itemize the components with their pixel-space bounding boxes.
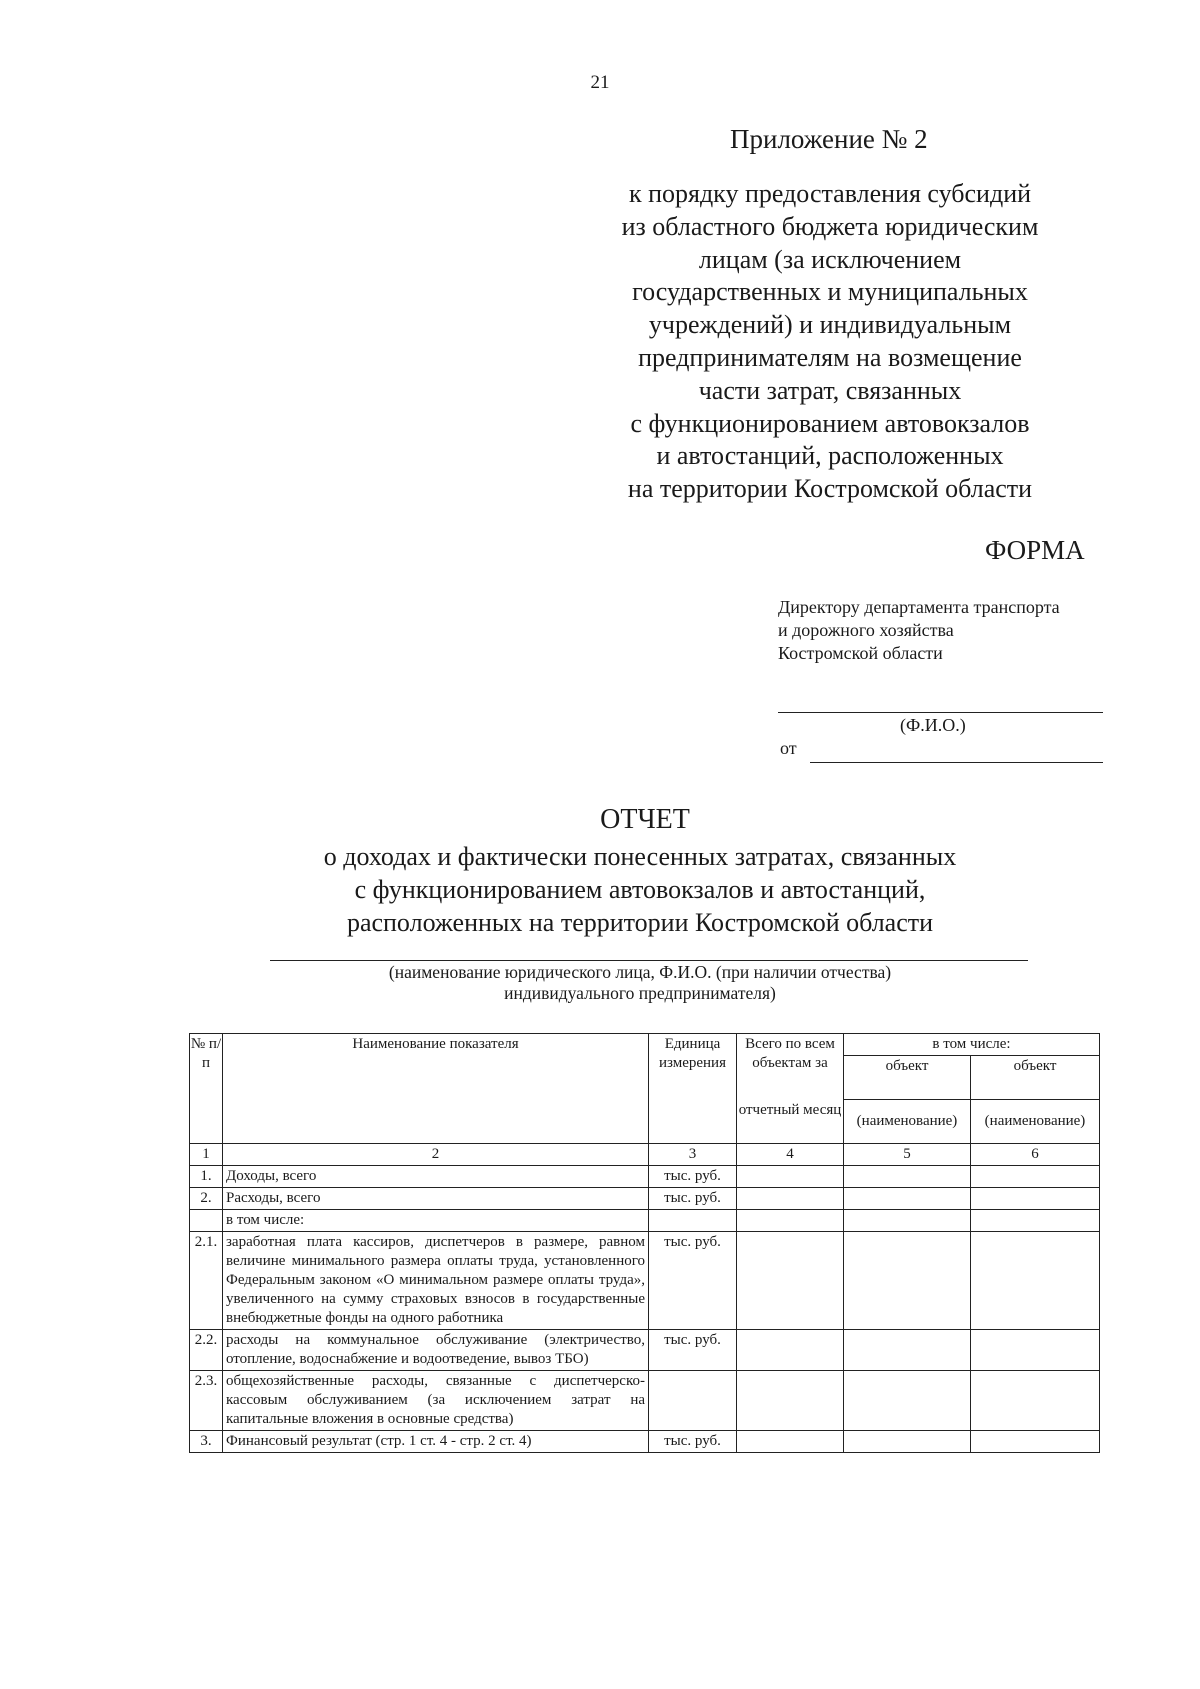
table-row <box>190 1232 1100 1330</box>
row-value-total[interactable] <box>737 1232 844 1330</box>
row-value-total[interactable] <box>737 1431 844 1453</box>
header-object-2: объект <box>971 1056 1100 1100</box>
from-label: от <box>780 738 797 758</box>
appendix-line: лицам (за исключением <box>698 244 962 274</box>
row-name: заработная плата кассиров, диспетчеров в размере, равном величине минимального размера оплаты труда, установленного Федеральным законом «О минимальном размере оплаты труда», увеличенного на сумму страховых взносов в государственные внебюджетные фонды на одного работника <box>223 1232 649 1330</box>
row-unit: тыс. руб. <box>649 1166 737 1188</box>
row-value-total[interactable] <box>737 1330 844 1371</box>
appendix-line: государственных и муниципальных <box>632 277 1028 307</box>
addressee-line: Костромской области <box>778 643 943 663</box>
header-including: в том числе: <box>844 1034 1100 1056</box>
row-name: расходы на коммунальное обслуживание (электричество, отопление, водоснабжение и водоотведение, вывоз ТБО) <box>223 1330 649 1371</box>
report-subtitle-line: о доходах и фактически понесенных затратах, связанных <box>323 842 957 871</box>
table-row <box>190 1166 1100 1188</box>
appendix-description <box>600 178 1060 506</box>
header-name: Наименование показателя <box>223 1034 649 1144</box>
header-unit: Единица измерения <box>649 1034 737 1144</box>
column-number-row <box>190 1144 1100 1166</box>
row-value-object-1[interactable] <box>844 1166 971 1188</box>
row-value-total[interactable] <box>737 1210 844 1232</box>
appendix-line: учреждений) и индивидуальным <box>648 310 1012 340</box>
report-title: ОТЧЕТ <box>600 804 690 835</box>
header-num: № п/п <box>190 1034 223 1144</box>
row-unit: тыс. руб. <box>649 1431 737 1453</box>
appendix-line: с функционированием автовокзалов <box>630 408 1030 438</box>
header-object-1-name: (наименование) <box>844 1100 971 1144</box>
row-value-object-2[interactable] <box>971 1166 1100 1188</box>
row-value-object-1[interactable] <box>844 1330 971 1371</box>
fio-caption: (Ф.И.О.) <box>900 715 966 735</box>
column-number: 3 <box>649 1144 737 1166</box>
row-number: 3. <box>190 1431 223 1453</box>
page-number: 21 <box>590 72 610 93</box>
row-value-total[interactable] <box>737 1188 844 1210</box>
row-number: 2. <box>190 1188 223 1210</box>
column-number: 5 <box>844 1144 971 1166</box>
appendix-line: части затрат, связанных <box>698 375 962 405</box>
column-number: 6 <box>971 1144 1100 1166</box>
from-underline <box>810 762 1103 763</box>
addressee-line: Директору департамента транспорта <box>778 597 1060 617</box>
row-unit <box>649 1371 737 1431</box>
row-value-object-1[interactable] <box>844 1232 971 1330</box>
row-name: Доходы, всего <box>223 1166 649 1188</box>
header-total-month: отчетный месяц <box>737 1100 844 1144</box>
entity-caption-line: (наименование юридического лица, Ф.И.О. (при наличии отчества) <box>388 962 892 982</box>
row-value-object-1[interactable] <box>844 1431 971 1453</box>
row-value-object-1[interactable] <box>844 1371 971 1431</box>
appendix-title: Приложение № 2 <box>730 124 928 154</box>
row-number: 2.3. <box>190 1371 223 1431</box>
appendix-line: и автостанций, расположенных <box>656 441 1004 471</box>
fio-underline <box>778 712 1103 713</box>
row-value-object-2[interactable] <box>971 1210 1100 1232</box>
addressee-block <box>778 596 1060 665</box>
report-table <box>189 1033 1100 1453</box>
entity-underline <box>270 960 1028 961</box>
form-label: ФОРМА <box>985 535 1085 565</box>
row-value-object-2[interactable] <box>971 1232 1100 1330</box>
row-name: Финансовый результат (стр. 1 ст. 4 - стр. 2 ст. 4) <box>223 1431 649 1453</box>
row-name: Расходы, всего <box>223 1188 649 1210</box>
header-object-2-name: (наименование) <box>971 1100 1100 1144</box>
report-subtitle <box>200 840 1080 939</box>
table-row <box>190 1210 1100 1232</box>
row-number: 2.2. <box>190 1330 223 1371</box>
header-object-1: объект <box>844 1056 971 1100</box>
row-unit <box>649 1210 737 1232</box>
entity-caption <box>290 962 990 1004</box>
row-unit: тыс. руб. <box>649 1232 737 1330</box>
appendix-line: на территории Костромской области <box>627 474 1033 504</box>
row-value-object-2[interactable] <box>971 1371 1100 1431</box>
row-value-total[interactable] <box>737 1166 844 1188</box>
row-name: в том числе: <box>223 1210 649 1232</box>
column-number: 1 <box>190 1144 223 1166</box>
header-total: Всего по всем объектам за <box>737 1034 844 1100</box>
appendix-line: к порядку предоставления субсидий <box>628 179 1032 208</box>
row-number <box>190 1210 223 1232</box>
report-subtitle-line: расположенных на территории Костромской области <box>346 908 934 937</box>
table-row <box>190 1431 1100 1453</box>
row-value-object-2[interactable] <box>971 1188 1100 1210</box>
entity-caption-line: индивидуального предпринимателя) <box>504 983 776 1003</box>
table-row <box>190 1188 1100 1210</box>
table-row <box>190 1371 1100 1431</box>
appendix-line: из областного бюджета юридическим <box>621 211 1039 241</box>
row-unit: тыс. руб. <box>649 1188 737 1210</box>
appendix-line: предпринимателям на возмещение <box>638 342 1022 372</box>
report-subtitle-line: с функционированием автовокзалов и автостанций, <box>354 875 926 904</box>
row-value-object-2[interactable] <box>971 1330 1100 1371</box>
row-value-object-1[interactable] <box>844 1210 971 1232</box>
row-number: 1. <box>190 1166 223 1188</box>
addressee-line: и дорожного хозяйства <box>778 620 954 640</box>
column-number: 4 <box>737 1144 844 1166</box>
row-unit: тыс. руб. <box>649 1330 737 1371</box>
column-number: 2 <box>223 1144 649 1166</box>
row-value-object-1[interactable] <box>844 1188 971 1210</box>
row-value-object-2[interactable] <box>971 1431 1100 1453</box>
row-number: 2.1. <box>190 1232 223 1330</box>
row-name: общехозяйственные расходы, связанные с диспетчерско-кассовым обслуживанием (за исключением затрат на капитальные вложения в основные средства) <box>223 1371 649 1431</box>
row-value-total[interactable] <box>737 1371 844 1431</box>
table-row <box>190 1330 1100 1371</box>
